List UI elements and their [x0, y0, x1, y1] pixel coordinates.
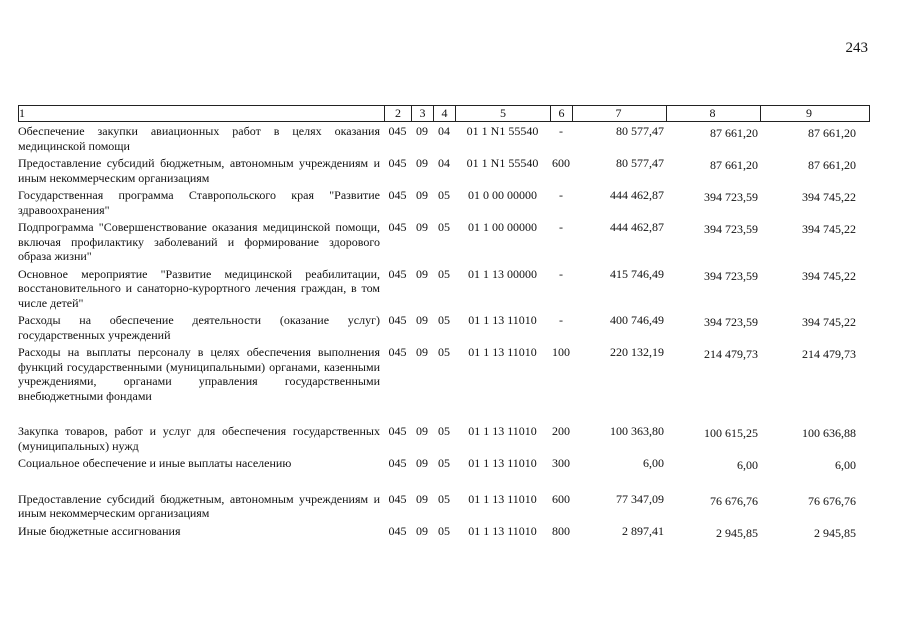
table-row — [18, 156, 870, 185]
header-col-6: 6 — [551, 106, 573, 121]
table-row — [18, 313, 870, 342]
row-col-3: 09 — [416, 523, 428, 538]
page-number: 243 — [845, 40, 868, 56]
row-col-7: 80 577,47 — [616, 124, 664, 138]
row-col-2: 045 — [388, 156, 407, 170]
row-col-6: - — [559, 188, 563, 202]
row-col-6: - — [559, 313, 563, 327]
row-col-2: 045 — [388, 345, 407, 359]
row-name: Предоставление субсидий бюджетным, автономным учреждениям и иным некоммерческим организациям — [18, 491, 380, 520]
table-row — [18, 524, 870, 541]
row-col-9: 87 661,20 — [808, 158, 856, 172]
row-col-4: 05 — [438, 345, 450, 359]
row-col-6: - — [559, 124, 563, 138]
row-col-9: 394 745,22 — [802, 268, 856, 283]
row-col-7: 6,00 — [643, 456, 664, 470]
row-name: Подпрограмма "Совершенствование оказания медицинской помощи, включая профилактику заболеваний и формирование здорового образа жизни" — [18, 220, 380, 263]
row-col-8: 2 945,85 — [716, 525, 758, 540]
row-col-2: 045 — [388, 220, 407, 234]
row-col-3: 09 — [416, 220, 428, 234]
header-col-8: 8 — [667, 106, 761, 121]
table-row — [18, 424, 870, 453]
row-col-5: 01 1 13 11010 — [468, 345, 537, 359]
row-col-2: 045 — [388, 313, 407, 327]
row-col-7: 444 462,87 — [610, 220, 664, 234]
row-col-7: 77 347,09 — [616, 491, 664, 506]
row-col-4: 04 — [438, 124, 450, 138]
row-col-5: 01 1 00 00000 — [468, 220, 537, 234]
row-col-6: 600 — [552, 156, 570, 170]
row-col-2: 045 — [388, 188, 407, 202]
row-col-5: 01 1 13 11010 — [468, 424, 537, 438]
row-col-8: 6,00 — [737, 458, 758, 472]
header-col-7: 7 — [573, 106, 667, 121]
row-col-8: 394 723,59 — [704, 315, 758, 329]
row-col-9: 394 745,22 — [802, 190, 856, 204]
row-col-9: 76 676,76 — [808, 493, 856, 508]
row-col-7: 80 577,47 — [616, 156, 664, 170]
row-col-9: 100 636,88 — [802, 426, 856, 440]
row-name: Социальное обеспечение и иные выплаты населению — [18, 456, 292, 470]
row-col-8: 100 615,25 — [704, 426, 758, 440]
row-col-4: 05 — [438, 523, 450, 538]
row-col-4: 05 — [438, 424, 450, 438]
row-col-2: 045 — [388, 523, 407, 538]
header-col-1: 1 — [19, 106, 385, 121]
row-col-2: 045 — [388, 491, 407, 506]
row-name: Расходы на обеспечение деятельности (оказание услуг) государственных учреждений — [18, 313, 380, 342]
row-col-9: 394 745,22 — [802, 315, 856, 329]
row-col-4: 05 — [438, 491, 450, 506]
row-col-4: 05 — [438, 456, 450, 470]
row-col-2: 045 — [388, 424, 407, 438]
row-col-8: 76 676,76 — [710, 493, 758, 508]
row-col-4: 05 — [438, 220, 450, 234]
row-col-9: 6,00 — [835, 458, 856, 472]
row-name: Расходы на выплаты персоналу в целях обеспечения выполнения функций государственными (муниципальными) органами, казенными учреждениями, органами управления государственными внебюджетными фондами — [18, 345, 380, 403]
row-col-6: 300 — [552, 456, 570, 470]
header-col-5: 5 — [456, 106, 551, 121]
row-col-5: 01 1 13 11010 — [468, 491, 537, 506]
row-col-5: 01 1 N1 55540 — [466, 156, 539, 170]
header-col-4: 4 — [434, 106, 456, 121]
row-col-7: 444 462,87 — [610, 188, 664, 202]
table-row — [18, 492, 870, 521]
row-col-3: 09 — [416, 156, 428, 170]
row-col-9: 2 945,85 — [814, 525, 856, 540]
row-col-7: 220 132,19 — [610, 345, 664, 359]
row-col-5: 01 0 00 00000 — [468, 188, 537, 202]
row-col-7: 400 746,49 — [610, 313, 664, 327]
row-col-4: 05 — [438, 188, 450, 202]
row-col-6: 200 — [552, 424, 570, 438]
row-col-6: 100 — [552, 345, 570, 359]
row-col-3: 09 — [416, 266, 428, 281]
row-col-5: 01 1 13 00000 — [468, 266, 537, 281]
row-col-7: 2 897,41 — [622, 523, 664, 538]
row-name: Иные бюджетные ассигнования — [18, 523, 181, 538]
row-col-7: 100 363,80 — [610, 424, 664, 438]
table-row — [18, 220, 870, 264]
row-col-8: 394 723,59 — [704, 268, 758, 283]
row-name: Государственная программа Ставропольского края "Развитие здравоохранения" — [18, 188, 380, 217]
row-col-6: - — [559, 266, 563, 281]
row-col-6: - — [559, 220, 563, 234]
row-col-5: 01 1 13 11010 — [468, 313, 537, 327]
table-header — [18, 105, 870, 122]
budget-table — [18, 105, 870, 540]
row-name: Обеспечение закупки авиационных работ в целях оказания медицинской помощи — [18, 124, 380, 153]
row-col-9: 87 661,20 — [808, 126, 856, 140]
header-col-3: 3 — [412, 106, 434, 121]
header-col-9: 9 — [806, 106, 812, 120]
table-row — [18, 124, 870, 153]
row-col-8: 394 723,59 — [704, 222, 758, 236]
row-col-7: 415 746,49 — [610, 266, 664, 281]
row-col-8: 214 479,73 — [704, 347, 758, 361]
row-col-8: 87 661,20 — [710, 126, 758, 140]
row-name: Основное мероприятие "Развитие медицинской реабилитации, восстановительного и санаторно-курортного лечения граждан, в том числе детей" — [18, 266, 380, 310]
row-col-8: 87 661,20 — [710, 158, 758, 172]
row-col-2: 045 — [388, 124, 407, 138]
table-row — [18, 188, 870, 217]
row-col-3: 09 — [416, 491, 428, 506]
row-col-2: 045 — [388, 266, 407, 281]
row-col-5: 01 1 N1 55540 — [466, 124, 539, 138]
row-col-4: 04 — [438, 156, 450, 170]
row-col-8: 394 723,59 — [704, 190, 758, 204]
row-col-3: 09 — [416, 345, 428, 359]
row-col-3: 09 — [416, 188, 428, 202]
row-col-4: 05 — [438, 313, 450, 327]
row-col-3: 09 — [416, 456, 428, 470]
row-col-9: 214 479,73 — [802, 347, 856, 361]
table-row — [18, 345, 870, 403]
row-col-5: 01 1 13 11010 — [468, 456, 537, 470]
row-name: Закупка товаров, работ и услуг для обеспечения государственных (муниципальных) нужд — [18, 424, 380, 453]
table-row — [18, 267, 870, 311]
row-col-3: 09 — [416, 124, 428, 138]
table-row — [18, 456, 870, 473]
header-col-2: 2 — [385, 106, 412, 121]
row-col-5: 01 1 13 11010 — [468, 523, 537, 538]
row-col-9: 394 745,22 — [802, 222, 856, 236]
row-name: Предоставление субсидий бюджетным, автономным учреждениям и иным некоммерческим организациям — [18, 156, 380, 185]
row-col-3: 09 — [416, 313, 428, 327]
row-col-2: 045 — [388, 456, 407, 470]
row-col-3: 09 — [416, 424, 428, 438]
row-col-6: 600 — [552, 491, 570, 506]
row-col-6: 800 — [552, 523, 570, 538]
row-col-4: 05 — [438, 266, 450, 281]
